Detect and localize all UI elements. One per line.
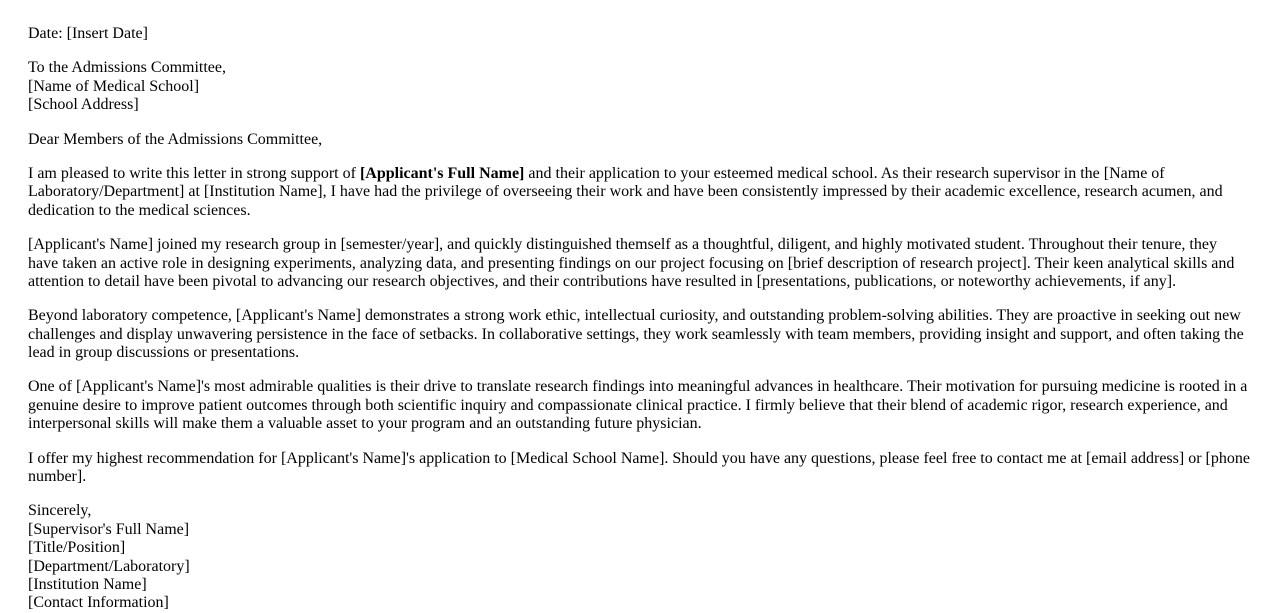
date-line: Date: [Insert Date]	[28, 25, 148, 42]
closing-institution-line: [Institution Name]	[28, 575, 147, 593]
body-paragraph-work-ethic: Beyond laboratory competence, [Applicant's Name] demonstrates a strong work ethic, intellectual curiosity, and outstanding problem-solving abilities. They are proactive in seeking out new challenges and display unwavering persistence in the face of setbacks. In collaborative settings, they work seamlessly with team members, providing insight and support, and often taking the lead in group discussions or presentations.	[28, 307, 1244, 362]
closing-contact-info-line: [Contact Information]	[28, 594, 169, 612]
closing-supervisor-name-line: [Supervisor's Full Name]	[28, 520, 190, 538]
recipient-school-name-line: [Name of Medical School]	[28, 77, 200, 95]
intro-text-before-name: I am pleased to write this letter in strong support of	[28, 164, 360, 182]
applicant-full-name-bold: [Applicant's Full Name]	[359, 164, 525, 182]
body-paragraph-intro	[28, 165, 1250, 220]
salutation-line: Dear Members of the Admissions Committee,	[28, 130, 323, 148]
body-paragraph-research-role: [Applicant's Name] joined my research group in [semester/year], and quickly distinguished themself as a thoughtful, diligent, and highly motivated student. Throughout their tenure, they have taken an active role in designing experiments, analyzing data, and presenting findings on our project focusing on [brief description of research project]. Their keen analytical skills and attention to detail have been pivotal to advancing our research objectives, and their contributions have resulted in [presentations, publications, or noteworthy achievements, if any].	[28, 236, 1235, 290]
body-paragraph-qualities: One of [Applicant's Name]'s most admirable qualities is their drive to translate research findings into meaningful advances in healthcare. Their motivation for pursuing medicine is rooted in a genuine desire to improve patient outcomes through both scientific inquiry and compassionate clinical practice. I firmly believe that their blend of academic rigor, research experience, and interpersonal skills will make them a valuable asset to your program and an outstanding future physician.	[28, 378, 1248, 433]
intro-text-after-name: and their application to your esteemed medical school. As their research supervisor in the [Name of Laboratory/Department] at [Institution Name], I have had the privilege of overseeing their work and have been consistently impressed by their academic excellence, research acumen, and dedication to the medical sciences.	[28, 164, 1223, 219]
closing-block	[28, 502, 1250, 612]
closing-title-position-line: [Title/Position]	[28, 539, 126, 557]
closing-department-line: [Department/Laboratory]	[28, 557, 190, 575]
recipient-block	[28, 59, 1250, 114]
recipient-school-address-line: [School Address]	[28, 96, 139, 114]
recipient-committee-line: To the Admissions Committee,	[28, 59, 226, 77]
body-paragraph-recommendation: I offer my highest recommendation for [Applicant's Name]'s application to [Medical School Name]. Should you have any questions, please feel free to contact me at [email address] or [phone number].	[28, 449, 1250, 486]
closing-sincerely-line: Sincerely,	[28, 502, 92, 520]
